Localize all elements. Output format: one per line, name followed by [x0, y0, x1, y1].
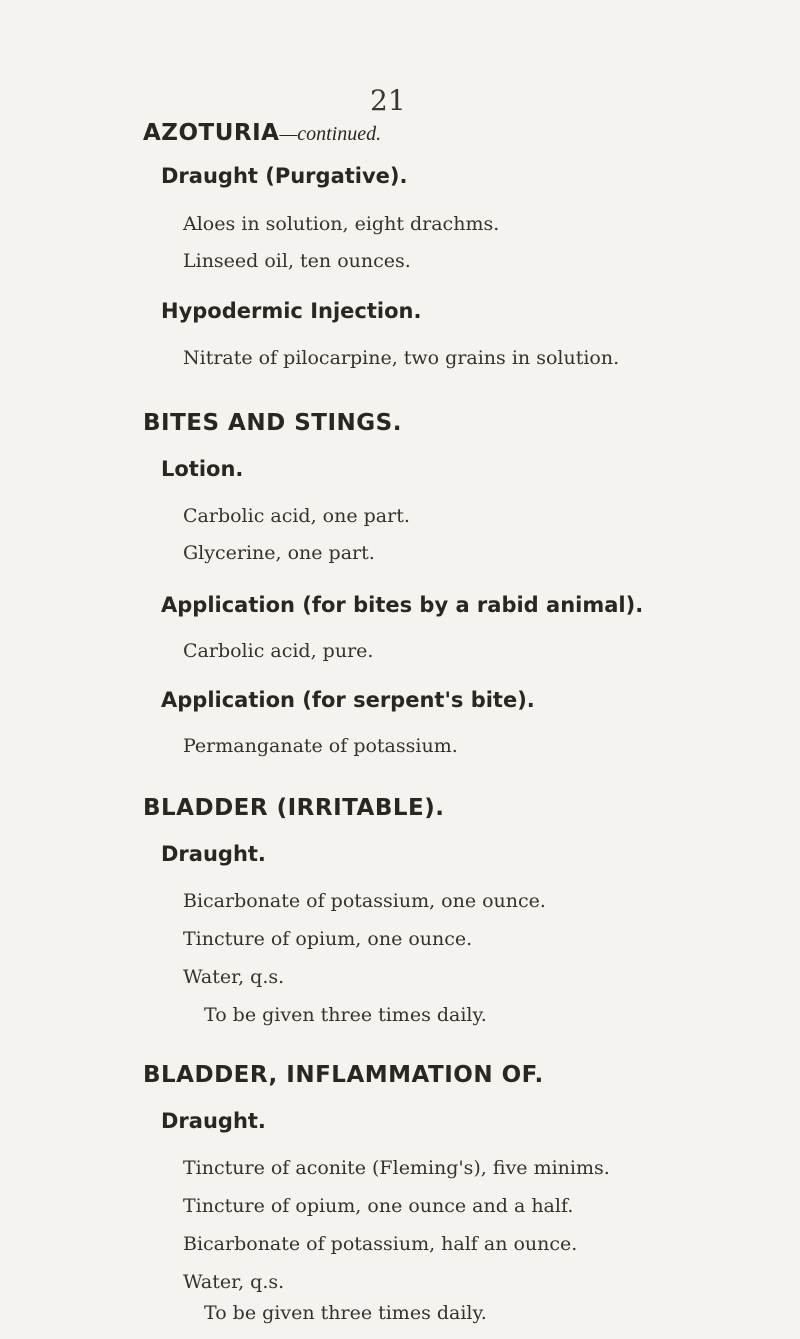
- subheading-lotion: Lotion.: [161, 457, 244, 481]
- ingredient-line: Aloes in solution, eight drachms.: [183, 213, 500, 235]
- section-heading-azoturia: [143, 120, 381, 146]
- heading-continued: —continued.: [279, 123, 382, 145]
- ingredient-line: Glycerine, one part.: [183, 542, 375, 564]
- ingredient-line: Tincture of opium, one ounce.: [183, 928, 473, 950]
- ingredient-line: Water, q.s.: [183, 1271, 285, 1293]
- section-heading-bites-and-stings: BITES AND STINGS.: [143, 410, 402, 436]
- subheading-application-serpent: Application (for serpent's bite).: [161, 688, 535, 712]
- page-number: 21: [370, 84, 406, 117]
- ingredient-line: Bicarbonate of potassium, half an ounce.: [183, 1233, 578, 1255]
- subheading-hypodermic-injection: Hypodermic Injection.: [161, 299, 422, 323]
- ingredient-line: Tincture of opium, one ounce and a half.: [183, 1195, 574, 1217]
- ingredient-line: Bicarbonate of potassium, one ounce.: [183, 890, 546, 912]
- section-heading-bladder-irritable: BLADDER (IRRITABLE).: [143, 795, 445, 821]
- section-heading-bladder-inflammation: BLADDER, INFLAMMATION OF.: [143, 1062, 544, 1088]
- ingredient-line: Carbolic acid, pure.: [183, 640, 374, 662]
- heading-title: AZOTURIA: [143, 120, 280, 146]
- ingredient-line: Nitrate of pilocarpine, two grains in solution.: [183, 347, 620, 369]
- subheading-application-rabid: Application (for bites by a rabid animal).: [161, 593, 644, 617]
- ingredient-line: Water, q.s.: [183, 966, 285, 988]
- subheading-draught: Draught.: [161, 1109, 266, 1133]
- subheading-draught-purgative: Draught (Purgative).: [161, 164, 408, 188]
- dosage-note: To be given three times daily.: [204, 1302, 487, 1324]
- ingredient-line: Carbolic acid, one part.: [183, 505, 410, 527]
- ingredient-line: Permanganate of potassium.: [183, 735, 458, 757]
- ingredient-line: Tincture of aconite (Fleming's), five minims.: [183, 1157, 610, 1179]
- subheading-draught: Draught.: [161, 842, 266, 866]
- ingredient-line: Linseed oil, ten ounces.: [183, 250, 411, 272]
- dosage-note: To be given three times daily.: [204, 1004, 487, 1026]
